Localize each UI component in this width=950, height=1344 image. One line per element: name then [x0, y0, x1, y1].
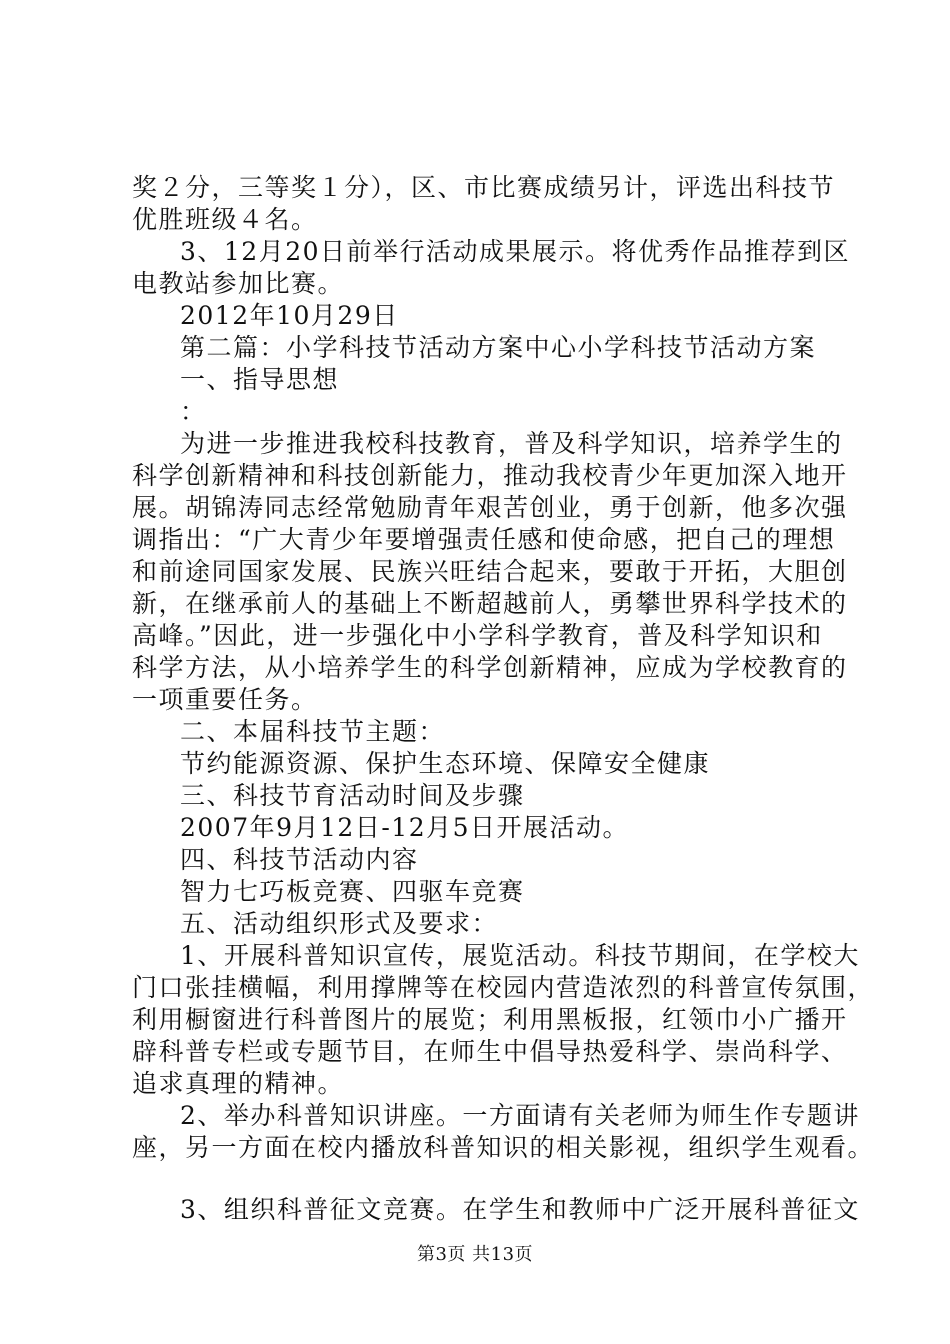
text-line: 科学创新精神和科技创新能力，推动我校青少年更加深入地开: [132, 461, 848, 490]
text-line: 座，另一方面在校内播放科普知识的相关影视，组织学生观看。: [132, 1133, 875, 1162]
text-line: 调指出：“广大青少年要增强责任感和使命感，把自己的理想: [132, 525, 836, 554]
text-line: 1、开展科普知识宣传，展览活动。科技节期间，在学校大: [180, 941, 860, 970]
section-heading: 第二篇：小学科技节活动方案中心小学科技节活动方案: [180, 333, 817, 362]
text-line: 展。胡锦涛同志经常勉励青年艰苦创业，勇于创新，他多次强: [132, 493, 848, 522]
text-line: 科学方法，从小培养学生的科学创新精神，应成为学校教育的: [132, 653, 848, 682]
text-line: 追求真理的精神。: [132, 1069, 345, 1098]
section-heading: 三、科技节育活动时间及步骤: [180, 781, 525, 810]
section-heading: 二、本届科技节主题：: [180, 717, 446, 746]
text-line: 为进一步推进我校科技教育，普及科学知识，培养学生的: [180, 429, 843, 458]
text-line: 一项重要任务。: [132, 685, 318, 714]
text-line: 高峰。”因此，进一步强化中小学科学教育，普及科学知识和: [132, 621, 823, 650]
text-line: ：: [180, 397, 207, 426]
text-line: 利用橱窗进行科普图片的展览；利用黑板报，红领巾小广播开: [132, 1005, 848, 1034]
text-line: 2、举办科普知识讲座。一方面请有关老师为师生作专题讲: [180, 1101, 860, 1130]
text-line: 智力七巧板竞赛、四驱车竞赛: [180, 877, 525, 906]
text-line: 和前途同国家发展、民族兴旺结合起来，要敢于开拓，大胆创: [132, 557, 848, 586]
text-line: 门口张挂横幅，利用撑牌等在校园内营造浓烈的科普宣传氛围，: [132, 973, 875, 1002]
section-heading: 一、指导思想: [180, 365, 340, 394]
page-number-footer: 第3页 共13页: [416, 1244, 534, 1265]
section-heading: 四、科技节活动内容: [180, 845, 419, 874]
section-heading: 五、活动组织形式及要求：: [180, 909, 499, 938]
text-line: 3、12月20日前举行活动成果展示。将优秀作品推荐到区: [180, 237, 851, 266]
text-line: 电教站参加比赛。: [132, 269, 345, 298]
text-line: 节约能源资源、保护生态环境、保障安全健康: [180, 749, 711, 778]
text-line: 3、组织科普征文竞赛。在学生和教师中广泛开展科普征文: [180, 1195, 860, 1224]
date-line: 2012年10月29日: [180, 301, 399, 330]
text-line: 辟科普专栏或专题节目，在师生中倡导热爱科学、崇尚科学、: [132, 1037, 848, 1066]
document-body: [132, 172, 875, 1226]
text-line: 优胜班级４名。: [132, 205, 318, 234]
text-line: 新，在继承前人的基础上不断超越前人，勇攀世界科学技术的: [132, 589, 848, 618]
text-line: 2007年9月12日-12月5日开展活动。: [180, 813, 630, 842]
text-line: 奖２分，三等奖１分），区、市比赛成绩另计，评选出科技节: [132, 173, 836, 202]
